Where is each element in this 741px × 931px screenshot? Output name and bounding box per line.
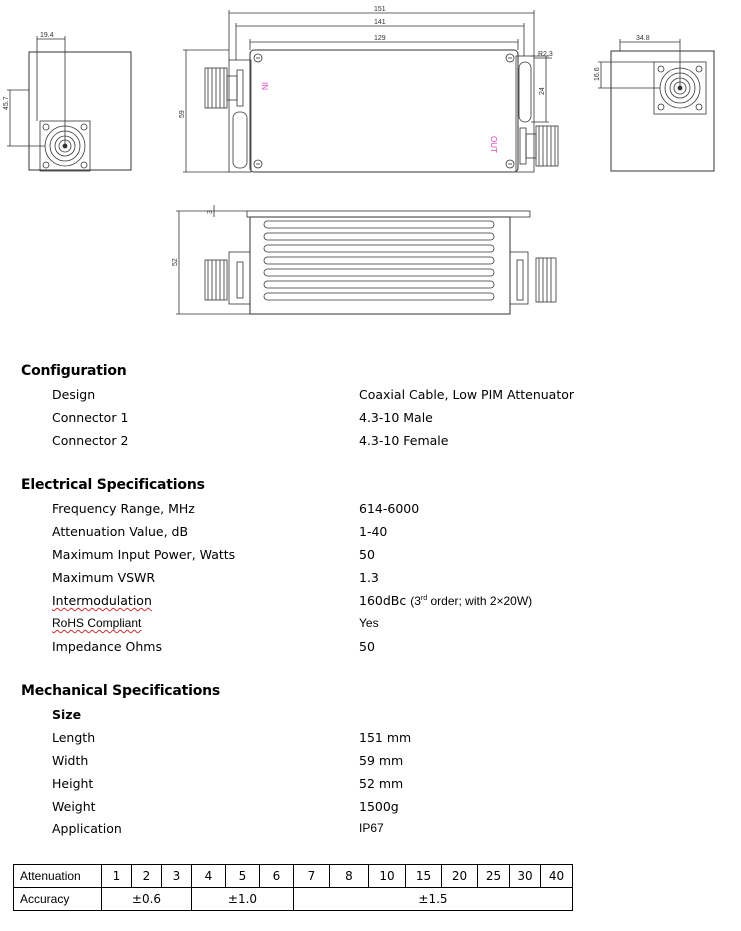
- spec-row-max-power: [52, 547, 702, 565]
- table-row-accuracy: [14, 888, 573, 911]
- note-superscript: rd: [420, 595, 428, 602]
- spec-row-application: [52, 821, 702, 839]
- label-in: IN: [260, 82, 269, 90]
- table-cell: 10: [369, 865, 406, 888]
- configuration-title: Configuration: [21, 363, 127, 379]
- spec-value: 1500g: [359, 799, 399, 814]
- spec-label: Length: [52, 730, 96, 745]
- table-cell: 20: [442, 865, 478, 888]
- spec-label: Design: [52, 387, 96, 402]
- table-cell: 8: [330, 865, 369, 888]
- spec-label: Application: [52, 821, 122, 836]
- dim-flange: 3: [207, 210, 214, 214]
- dim-side-height: 52: [172, 258, 179, 266]
- label-out: OUT: [489, 136, 498, 153]
- spec-label: RoHS Compliant: [52, 616, 142, 630]
- dim-offset: 24: [539, 87, 546, 95]
- row-header: Attenuation: [14, 865, 102, 888]
- spec-row-design: [52, 387, 702, 405]
- mechanical-title: Mechanical Specifications: [21, 683, 221, 699]
- dim-mid-length: 141: [374, 19, 386, 26]
- table-cell: 4: [192, 865, 226, 888]
- spec-label: Height: [52, 776, 94, 791]
- spec-row-connector-1: [52, 410, 702, 428]
- table-cell: 3: [162, 865, 192, 888]
- spec-value: 1.3: [359, 570, 379, 585]
- spec-value: 1-40: [359, 524, 388, 539]
- table-cell: 15: [406, 865, 442, 888]
- spec-row-connector-2: [52, 433, 702, 451]
- spec-value: Yes: [359, 616, 379, 630]
- spec-value-group: [359, 593, 532, 608]
- spec-value: 50: [359, 547, 375, 562]
- spec-value: 614-6000: [359, 501, 420, 516]
- spec-row-frequency: [52, 501, 702, 519]
- left-end-view: [7, 36, 131, 171]
- table-row-attenuation: [14, 865, 573, 888]
- spec-label: Intermodulation: [52, 593, 152, 608]
- spec-label: Weight: [52, 799, 96, 814]
- row-header: Accuracy: [14, 888, 102, 911]
- spec-row-width: [52, 753, 702, 771]
- spec-value: 52 mm: [359, 776, 404, 791]
- table-cell: 6: [260, 865, 294, 888]
- table-cell: 25: [478, 865, 510, 888]
- dim-overall-length: 151: [374, 6, 386, 13]
- spec-label: Maximum VSWR: [52, 570, 156, 585]
- table-cell: 7: [294, 865, 330, 888]
- spec-value: 4.3-10 Male: [359, 410, 433, 425]
- note-suffix: order; with 2×20W): [427, 594, 533, 608]
- dim-right-width: 34.8: [636, 35, 650, 42]
- spec-row-height: [52, 776, 702, 794]
- spec-value: 50: [359, 639, 375, 654]
- spec-label: Connector 1: [52, 410, 129, 425]
- dim-radius: R2.3: [538, 51, 553, 58]
- spec-label: Maximum Input Power, Watts: [52, 547, 236, 562]
- spec-label: Attenuation Value, dB: [52, 524, 189, 539]
- spec-label: Width: [52, 753, 89, 768]
- spec-value: IP67: [359, 821, 384, 835]
- spec-value: Coaxial Cable, Low PIM Attenuator: [359, 387, 575, 402]
- table-cell: 1: [102, 865, 132, 888]
- table-cell: ±1.0: [192, 888, 294, 911]
- table-cell: 2: [132, 865, 162, 888]
- dim-left-width: 19.4: [40, 32, 54, 39]
- side-view: [176, 205, 556, 314]
- mechanical-drawings: [0, 0, 741, 350]
- spec-value: 160dBc: [359, 593, 407, 608]
- drawing-canvas: [0, 0, 741, 350]
- spec-label-wrap: [52, 616, 141, 630]
- subhead-label: Size: [52, 707, 82, 722]
- spec-row-attenuation: [52, 524, 702, 542]
- spec-label: Frequency Range, MHz: [52, 501, 195, 516]
- dim-left-height: 45.7: [3, 96, 10, 110]
- table-cell: 30: [510, 865, 541, 888]
- spec-row-rohs: [52, 616, 702, 634]
- spec-note: [410, 594, 532, 608]
- spec-value: 59 mm: [359, 753, 404, 768]
- spec-row-intermodulation: [52, 593, 702, 611]
- spec-value: 151 mm: [359, 730, 412, 745]
- table-cell: 5: [226, 865, 260, 888]
- dim-inner-length: 129: [374, 35, 386, 42]
- spec-row-vswr: [52, 570, 702, 588]
- dim-right-height: 16.6: [594, 67, 601, 81]
- note-prefix: (3: [410, 594, 421, 608]
- size-subheading: [52, 707, 702, 725]
- spec-row-weight: [52, 799, 702, 817]
- top-view: [183, 10, 558, 172]
- table-cell: 40: [541, 865, 573, 888]
- electrical-title: Electrical Specifications: [21, 477, 205, 493]
- spec-label: Connector 2: [52, 433, 129, 448]
- table-cell: ±0.6: [102, 888, 192, 911]
- spec-value: 4.3-10 Female: [359, 433, 449, 448]
- spec-row-length: [52, 730, 702, 748]
- table-cell: ±1.5: [294, 888, 573, 911]
- spec-row-impedance: [52, 639, 702, 657]
- spec-label: Impedance Ohms: [52, 639, 162, 654]
- right-end-view: [598, 39, 714, 171]
- dim-top-height: 59: [179, 110, 186, 118]
- accuracy-table: [13, 864, 573, 911]
